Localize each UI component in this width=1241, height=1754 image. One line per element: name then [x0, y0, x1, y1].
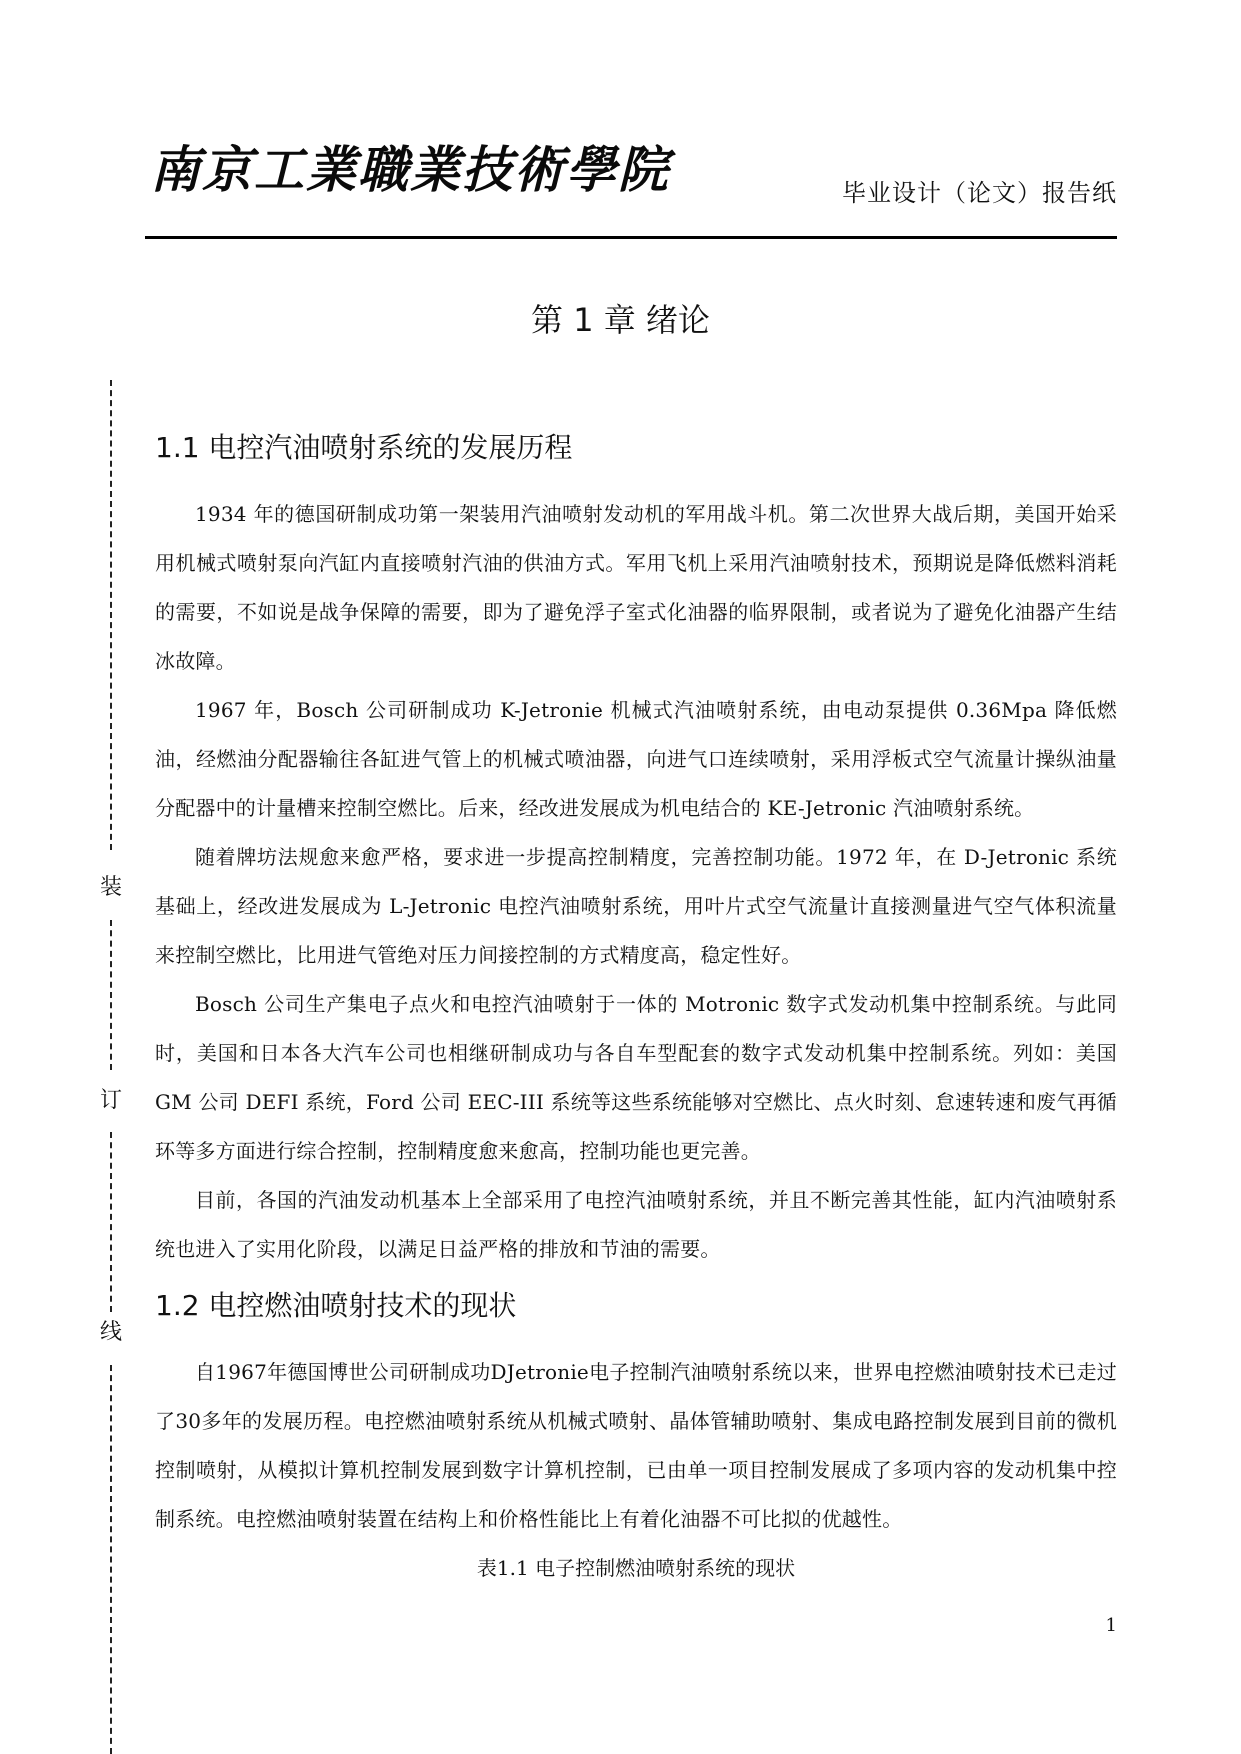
binding-dashed-line [110, 1132, 112, 1312]
paragraph: 1934 年的德国研制成功第一架装用汽油喷射发动机的军用战斗机。第二次世界大战后期，美国开始采用机械式喷射泵向汽缸内直接喷射汽油的供油方式。军用飞机上采用汽油喷射技术，预期说是降低燃料消耗的需要，不如说是战争保障的需要，即为了避免浮子室式化油器的临界限制，或者说为了避免化油器产生结冰故障。 [155, 502, 1117, 673]
section-title: 1.1 电控汽油喷射系统的发展历程 [155, 431, 573, 464]
paragraph: 自1967年德国博世公司研制成功DJetronie电子控制汽油喷射系统以来，世界电控燃油喷射技术已走过了30多年的发展历程。电控燃油喷射系统从机械式喷射、晶体管辅助喷射、集成电路控制发展到目前的微机控制喷射，从模拟计算机控制发展到数字计算机控制，已由单一项目控制发展成了多项内容的发动机集中控制系统。电控燃油喷射装置在结构上和价格性能比上有着化油器不可比拟的优越性。 [155, 1360, 1117, 1531]
binding-dashed-line [110, 1365, 112, 1754]
page-number: 1 [1105, 1615, 1117, 1636]
report-label: 毕业设计（论文）报告纸 [842, 179, 1117, 207]
binding-char-xian: 线 [96, 1320, 126, 1346]
chapter-title: 第 1 章 绪论 [531, 301, 710, 339]
binding-char-ding: 订 [96, 1088, 126, 1114]
table-caption: 表1.1 电子控制燃油喷射系统的现状 [476, 1556, 796, 1580]
binding-dashed-line [110, 920, 112, 1070]
paragraph: Bosch 公司生产集电子点火和电控汽油喷射于一体的 Motronic 数字式发动机集中控制系统。与此同时，美国和日本各大汽车公司也相继研制成功与各自车型配套的数字式发动机集中控制系统。列如：美国 GM 公司 DEFI 系统，Ford 公司 EEC-III 系统等这些系统能够对空燃比、点火时刻、怠速转速和废气再循环等多方面进行综合控制，控制精度愈来愈高，控制功能也更完善。 [155, 992, 1117, 1163]
binding-char-zhuang: 装 [96, 875, 126, 901]
paragraph: 随着牌坊法规愈来愈严格，要求进一步提高控制精度，完善控制功能。1972 年，在 D-Jetronic 系统基础上，经改进发展成为 L-Jetronic 电控汽油喷射系统，用叶片式空气流量计直接测量进气空气体积流量来控制空燃比，比用进气管绝对压力间接控制的方式精度高，稳定性好。 [155, 845, 1117, 967]
section-title: 1.2 电控燃油喷射技术的现状 [155, 1289, 517, 1322]
paragraph: 目前，各国的汽油发动机基本上全部采用了电控汽油喷射系统，并且不断完善其性能，缸内汽油喷射系统也进入了实用化阶段，以满足日益严格的排放和节油的需要。 [155, 1188, 1117, 1261]
header-rule [145, 236, 1117, 239]
school-name-logo: 南京工業職業技術學院 [150, 140, 670, 199]
main-content [155, 428, 1117, 1588]
binding-dashed-line [110, 380, 112, 850]
paragraph: 1967 年，Bosch 公司研制成功 K-Jetronie 机械式汽油喷射系统，由电动泵提供 0.36Mpa 降低燃油，经燃油分配器输往各缸进气管上的机械式喷油器，向进气口连续喷射，采用浮板式空气流量计操纵油量分配器中的计量槽来控制空燃比。后来，经改进发展成为机电结合的 KE-Jetronic 汽油喷射系统。 [155, 698, 1117, 820]
binding-margin [96, 380, 126, 1754]
